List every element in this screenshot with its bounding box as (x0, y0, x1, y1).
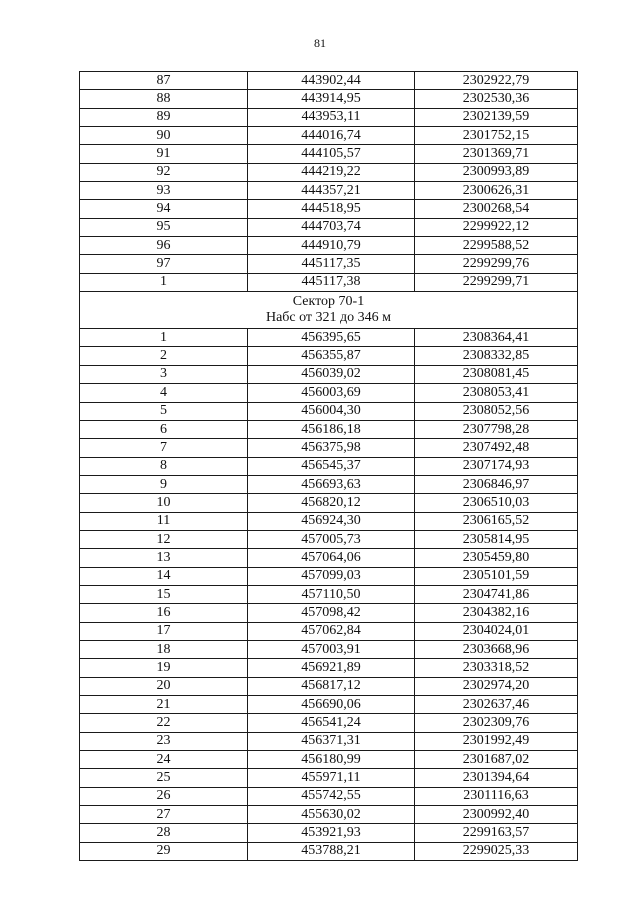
table-row (80, 127, 578, 145)
table-row (80, 420, 578, 438)
x-coordinate-cell: 444105,57 (248, 145, 415, 163)
table-row (80, 475, 578, 493)
x-coordinate-cell: 456545,37 (248, 457, 415, 475)
y-coordinate-cell: 2299299,71 (415, 273, 578, 291)
y-coordinate-cell: 2299025,33 (415, 842, 578, 860)
x-coordinate-cell: 457099,03 (248, 567, 415, 585)
table-row (80, 90, 578, 108)
table-row (80, 622, 578, 640)
y-coordinate-cell: 2299588,52 (415, 237, 578, 255)
point-number-cell: 12 (80, 530, 248, 548)
rows-before-section (80, 72, 578, 292)
point-number-cell: 13 (80, 549, 248, 567)
point-number-cell: 29 (80, 842, 248, 860)
table-row (80, 567, 578, 585)
x-coordinate-cell: 443902,44 (248, 72, 415, 90)
y-coordinate-cell: 2304024,01 (415, 622, 578, 640)
point-number-cell: 28 (80, 824, 248, 842)
y-coordinate-cell: 2299922,12 (415, 218, 578, 236)
x-coordinate-cell: 457005,73 (248, 530, 415, 548)
table-row (80, 402, 578, 420)
x-coordinate-cell: 453788,21 (248, 842, 415, 860)
point-number-cell: 89 (80, 108, 248, 126)
x-coordinate-cell: 457062,84 (248, 622, 415, 640)
table-row (80, 200, 578, 218)
x-coordinate-cell: 457098,42 (248, 604, 415, 622)
point-number-cell: 1 (80, 329, 248, 347)
table-row (80, 273, 578, 291)
x-coordinate-cell: 456690,06 (248, 696, 415, 714)
x-coordinate-cell: 453921,93 (248, 824, 415, 842)
y-coordinate-cell: 2301992,49 (415, 732, 578, 750)
y-coordinate-cell: 2308332,85 (415, 347, 578, 365)
y-coordinate-cell: 2302309,76 (415, 714, 578, 732)
section-header-row (80, 292, 578, 329)
y-coordinate-cell: 2301394,64 (415, 769, 578, 787)
y-coordinate-cell: 2302974,20 (415, 677, 578, 695)
x-coordinate-cell: 456003,69 (248, 384, 415, 402)
point-number-cell: 1 (80, 273, 248, 291)
table-row (80, 659, 578, 677)
point-number-cell: 93 (80, 182, 248, 200)
x-coordinate-cell: 456375,98 (248, 439, 415, 457)
x-coordinate-cell: 456180,99 (248, 751, 415, 769)
x-coordinate-cell: 444703,74 (248, 218, 415, 236)
y-coordinate-cell: 2300992,40 (415, 806, 578, 824)
y-coordinate-cell: 2303668,96 (415, 640, 578, 658)
point-number-cell: 95 (80, 218, 248, 236)
point-number-cell: 94 (80, 200, 248, 218)
y-coordinate-cell: 2302637,46 (415, 696, 578, 714)
x-coordinate-cell: 455742,55 (248, 787, 415, 805)
x-coordinate-cell: 443914,95 (248, 90, 415, 108)
table-row (80, 237, 578, 255)
y-coordinate-cell: 2301687,02 (415, 751, 578, 769)
y-coordinate-cell: 2303318,52 (415, 659, 578, 677)
x-coordinate-cell: 455971,11 (248, 769, 415, 787)
y-coordinate-cell: 2307492,48 (415, 439, 578, 457)
table-row (80, 530, 578, 548)
y-coordinate-cell: 2305459,80 (415, 549, 578, 567)
y-coordinate-cell: 2300626,31 (415, 182, 578, 200)
table-row (80, 329, 578, 347)
table-row (80, 696, 578, 714)
point-number-cell: 97 (80, 255, 248, 273)
table-row (80, 824, 578, 842)
table-row (80, 677, 578, 695)
point-number-cell: 96 (80, 237, 248, 255)
y-coordinate-cell: 2299163,57 (415, 824, 578, 842)
y-coordinate-cell: 2306165,52 (415, 512, 578, 530)
x-coordinate-cell: 456817,12 (248, 677, 415, 695)
point-number-cell: 20 (80, 677, 248, 695)
point-number-cell: 92 (80, 163, 248, 181)
x-coordinate-cell: 456039,02 (248, 365, 415, 383)
x-coordinate-cell: 457003,91 (248, 640, 415, 658)
point-number-cell: 17 (80, 622, 248, 640)
x-coordinate-cell: 455630,02 (248, 806, 415, 824)
table-row (80, 604, 578, 622)
point-number-cell: 5 (80, 402, 248, 420)
x-coordinate-cell: 444219,22 (248, 163, 415, 181)
table-row (80, 145, 578, 163)
x-coordinate-cell: 456004,30 (248, 402, 415, 420)
point-number-cell: 11 (80, 512, 248, 530)
table-row (80, 640, 578, 658)
y-coordinate-cell: 2299299,76 (415, 255, 578, 273)
y-coordinate-cell: 2308081,45 (415, 365, 578, 383)
point-number-cell: 9 (80, 475, 248, 493)
x-coordinate-cell: 444357,21 (248, 182, 415, 200)
point-number-cell: 87 (80, 72, 248, 90)
table-row (80, 549, 578, 567)
y-coordinate-cell: 2307174,93 (415, 457, 578, 475)
point-number-cell: 24 (80, 751, 248, 769)
point-number-cell: 18 (80, 640, 248, 658)
point-number-cell: 8 (80, 457, 248, 475)
point-number-cell: 14 (80, 567, 248, 585)
x-coordinate-cell: 445117,35 (248, 255, 415, 273)
table-row (80, 714, 578, 732)
table-row (80, 512, 578, 530)
point-number-cell: 21 (80, 696, 248, 714)
point-number-cell: 2 (80, 347, 248, 365)
x-coordinate-cell: 456186,18 (248, 420, 415, 438)
x-coordinate-cell: 456693,63 (248, 475, 415, 493)
y-coordinate-cell: 2308052,56 (415, 402, 578, 420)
table-row (80, 384, 578, 402)
y-coordinate-cell: 2308053,41 (415, 384, 578, 402)
x-coordinate-cell: 457110,50 (248, 585, 415, 603)
table-row (80, 457, 578, 475)
x-coordinate-cell: 456355,87 (248, 347, 415, 365)
coordinates-table (79, 71, 578, 861)
point-number-cell: 22 (80, 714, 248, 732)
point-number-cell: 19 (80, 659, 248, 677)
table-row (80, 439, 578, 457)
x-coordinate-cell: 456371,31 (248, 732, 415, 750)
point-number-cell: 6 (80, 420, 248, 438)
table-row (80, 751, 578, 769)
table-row (80, 806, 578, 824)
point-number-cell: 26 (80, 787, 248, 805)
y-coordinate-cell: 2307798,28 (415, 420, 578, 438)
point-number-cell: 25 (80, 769, 248, 787)
point-number-cell: 91 (80, 145, 248, 163)
table-row (80, 255, 578, 273)
point-number-cell: 88 (80, 90, 248, 108)
x-coordinate-cell: 443953,11 (248, 108, 415, 126)
table-row (80, 347, 578, 365)
x-coordinate-cell: 456541,24 (248, 714, 415, 732)
page-number: 81 (314, 36, 326, 50)
y-coordinate-cell: 2304741,86 (415, 585, 578, 603)
x-coordinate-cell: 456820,12 (248, 494, 415, 512)
y-coordinate-cell: 2308364,41 (415, 329, 578, 347)
point-number-cell: 16 (80, 604, 248, 622)
table-row (80, 72, 578, 90)
point-number-cell: 4 (80, 384, 248, 402)
y-coordinate-cell: 2306510,03 (415, 494, 578, 512)
y-coordinate-cell: 2302139,59 (415, 108, 578, 126)
point-number-cell: 3 (80, 365, 248, 383)
section-header-cell (80, 292, 578, 329)
table-row (80, 494, 578, 512)
section-title: Сектор 70-1 (292, 294, 365, 310)
point-number-cell: 23 (80, 732, 248, 750)
point-number-cell: 27 (80, 806, 248, 824)
y-coordinate-cell: 2306846,97 (415, 475, 578, 493)
table-row (80, 787, 578, 805)
y-coordinate-cell: 2300993,89 (415, 163, 578, 181)
point-number-cell: 7 (80, 439, 248, 457)
table-row (80, 182, 578, 200)
table-row (80, 732, 578, 750)
table-row (80, 108, 578, 126)
x-coordinate-cell: 457064,06 (248, 549, 415, 567)
y-coordinate-cell: 2301752,15 (415, 127, 578, 145)
table-row (80, 163, 578, 181)
y-coordinate-cell: 2302530,36 (415, 90, 578, 108)
point-number-cell: 15 (80, 585, 248, 603)
x-coordinate-cell: 444016,74 (248, 127, 415, 145)
y-coordinate-cell: 2301369,71 (415, 145, 578, 163)
rows-after-section (80, 329, 578, 861)
point-number-cell: 90 (80, 127, 248, 145)
x-coordinate-cell: 444910,79 (248, 237, 415, 255)
x-coordinate-cell: 456924,30 (248, 512, 415, 530)
table-row (80, 585, 578, 603)
x-coordinate-cell: 445117,38 (248, 273, 415, 291)
table-row (80, 218, 578, 236)
y-coordinate-cell: 2301116,63 (415, 787, 578, 805)
y-coordinate-cell: 2304382,16 (415, 604, 578, 622)
x-coordinate-cell: 444518,95 (248, 200, 415, 218)
x-coordinate-cell: 456395,65 (248, 329, 415, 347)
point-number-cell: 10 (80, 494, 248, 512)
y-coordinate-cell: 2305101,59 (415, 567, 578, 585)
y-coordinate-cell: 2302922,79 (415, 72, 578, 90)
table-row (80, 365, 578, 383)
table-row (80, 769, 578, 787)
section-subtitle: Набс от 321 до 346 м (265, 310, 392, 326)
y-coordinate-cell: 2305814,95 (415, 530, 578, 548)
section-header-group (80, 292, 578, 329)
table-row (80, 842, 578, 860)
y-coordinate-cell: 2300268,54 (415, 200, 578, 218)
x-coordinate-cell: 456921,89 (248, 659, 415, 677)
